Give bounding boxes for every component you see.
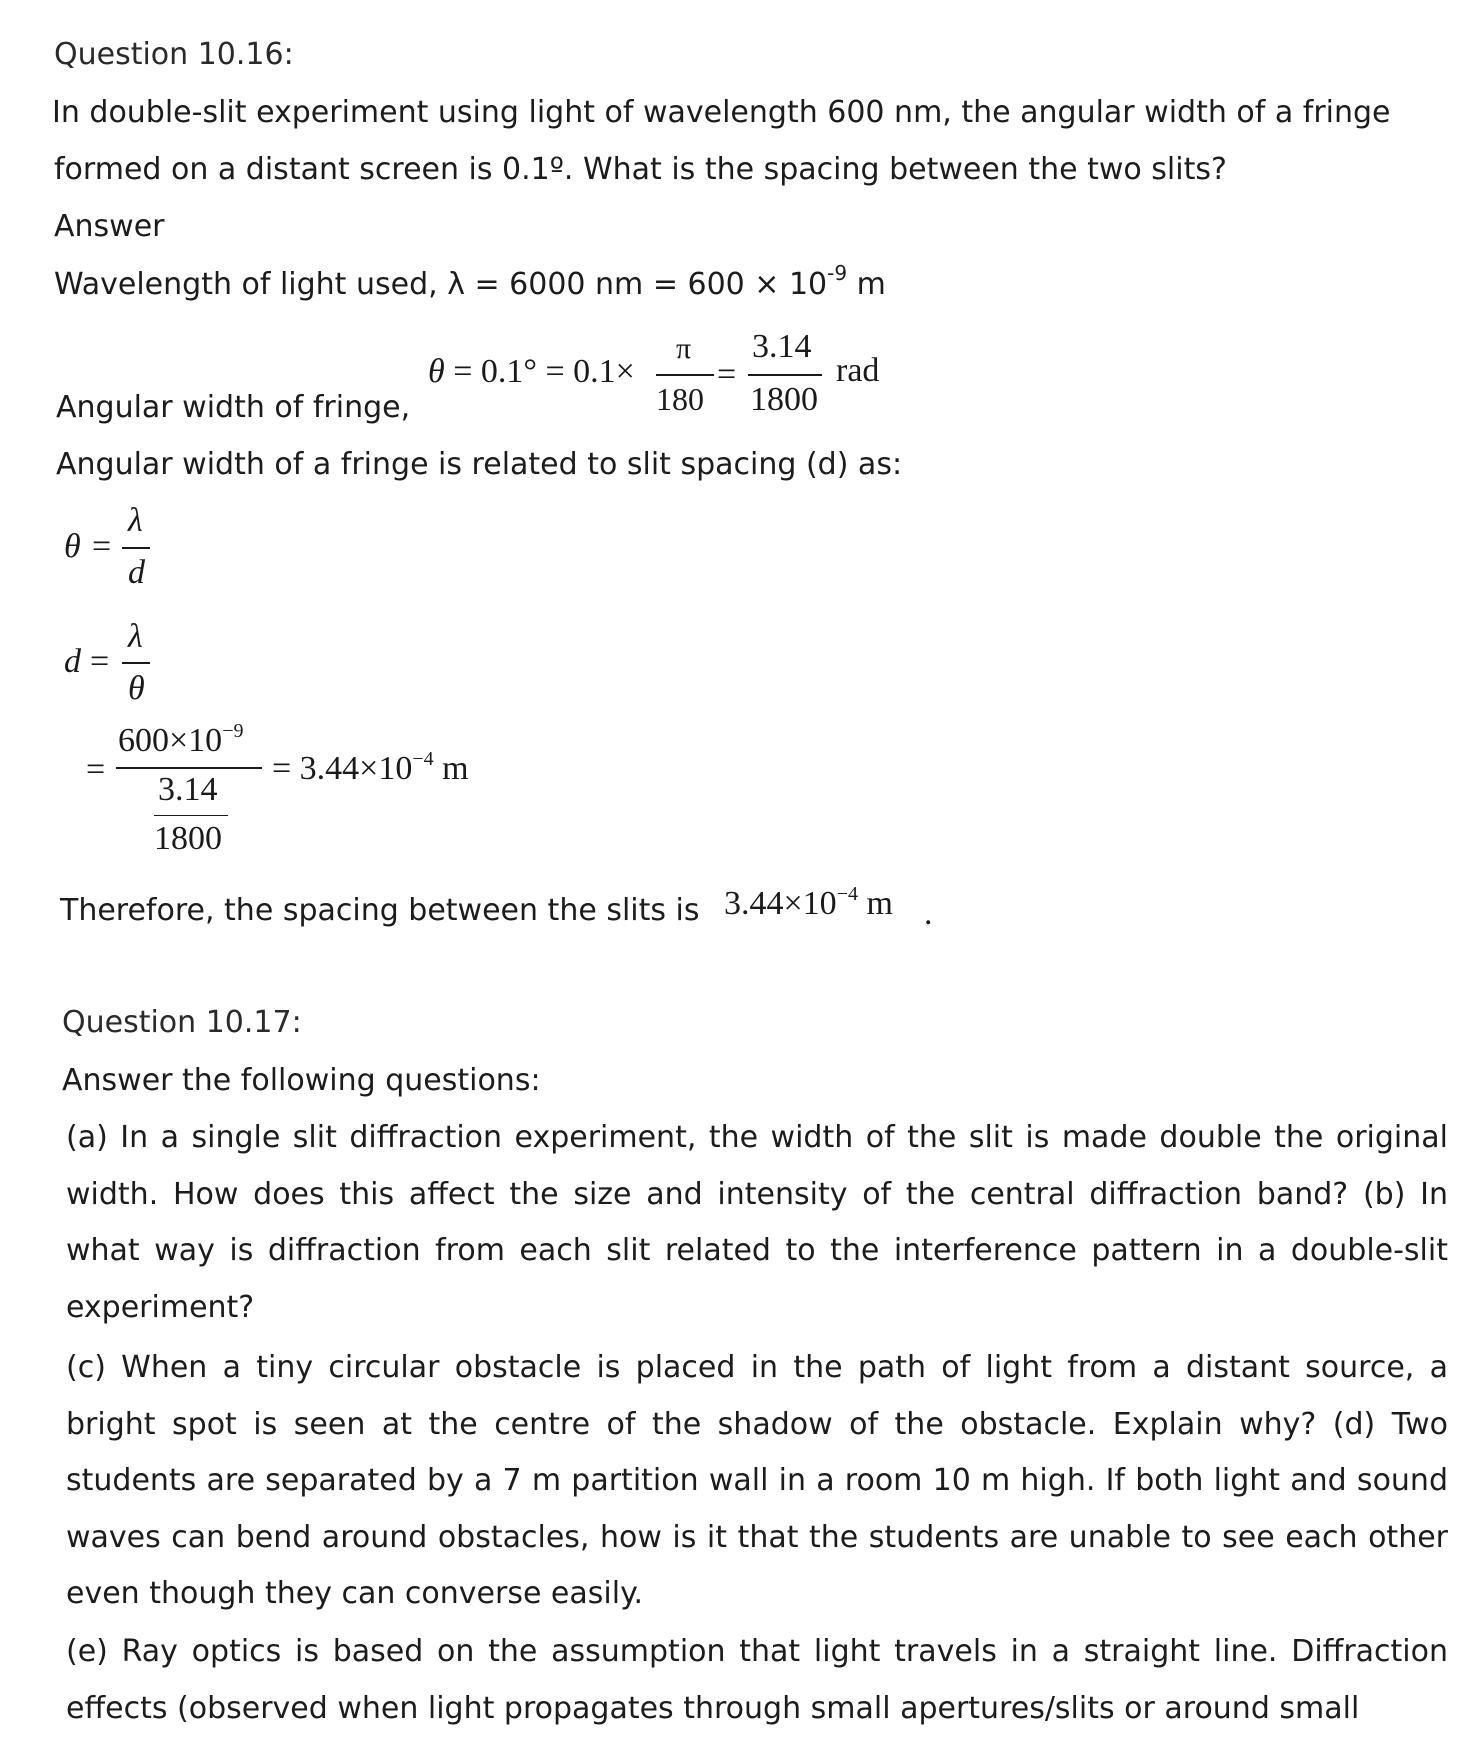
q17-intro: Answer the following questions: — [62, 1063, 541, 1098]
q17-paragraph-e: (e) Ray optics is based on the assumption that light travels in a straight line. Diffraction effects (observed when light propagates through small apertures/slits or around small — [66, 1634, 1448, 1726]
q17-heading: Question 10.17: — [62, 1005, 302, 1040]
q16-question-line1: In double-slit experiment using light of wavelength 600 nm, the angular width of a fringe — [52, 95, 1391, 130]
q16-heading: Question 10.16: — [54, 37, 294, 72]
q17-paragraph-ab: (a) In a single slit diffraction experiment, the width of the slit is made double the original width. How does this affect the size and intensity of the central diffraction band? (b) In what way is diffraction from each slit related to the interference pattern in a double-slit experiment? — [66, 1120, 1448, 1325]
q16-answer-label: Answer — [54, 209, 165, 244]
q16-relation-line: Angular width of a fringe is related to slit spacing (d) as: — [56, 447, 903, 482]
q16-question-line2: formed on a distant screen is 0.1º. What is the spacing between the two slits? — [54, 152, 1227, 187]
q16-angular-label: Angular width of fringe, — [56, 390, 411, 425]
q17-paragraph-cd: (c) When a tiny circular obstacle is placed in the path of light from a distant source, a bright spot is seen at the centre of the shadow of the obstacle. Explain why? (d) Two students are separated by a 7 m partition wall in a room 10 m high. If both light and sound waves can bend around obstacles, how is it that the students are unable to see each other even though they can converse easily. — [66, 1350, 1448, 1611]
q16-wavelength-line: Wavelength of light used, λ = 6000 nm = $600 \times 10^{-9}$ m — [54, 261, 886, 302]
